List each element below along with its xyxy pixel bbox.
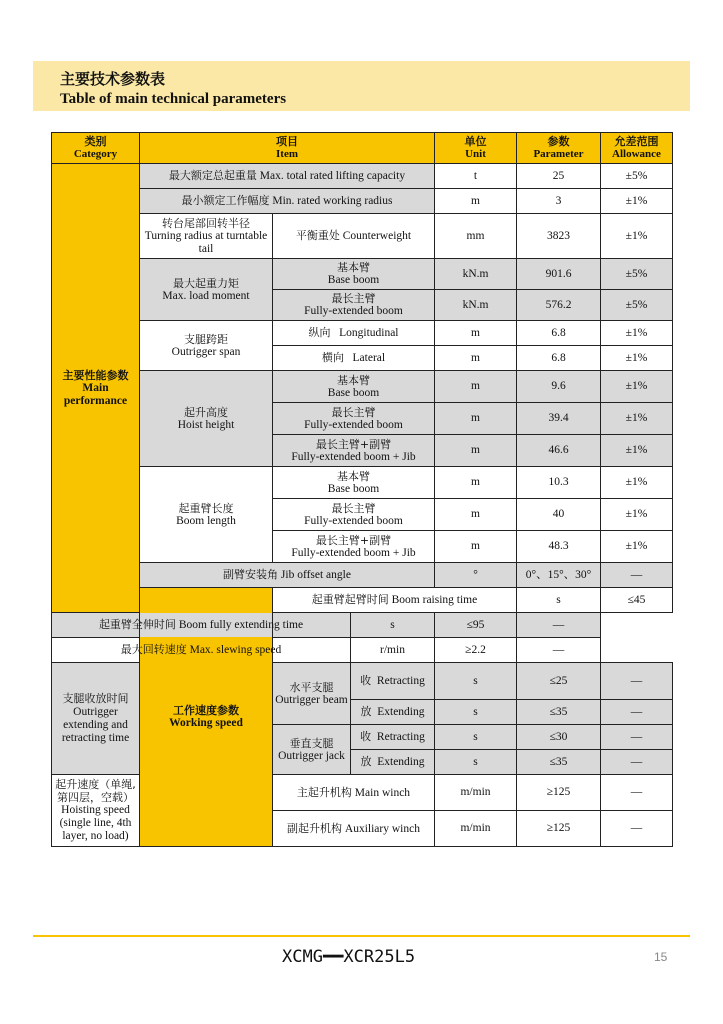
subitem-main-winch: 主起升机构 Main winch <box>273 775 435 811</box>
parameter-cell: ≤25 <box>517 663 601 700</box>
page-number: 15 <box>654 950 668 964</box>
parameter-cell: ≤35 <box>517 750 601 775</box>
parameter-cell: 6.8 <box>517 346 601 371</box>
item-hoisting-speed: 起升速度（单绳,第四层，空载） Hoisting speed (single line, 4th layer, no load) <box>52 775 140 847</box>
unit-cell: m <box>435 346 517 371</box>
item-working-radius: 最小额定工作幅度 Min. rated working radius <box>140 189 435 214</box>
parameter-cell: 901.6 <box>517 259 601 290</box>
op-retracting: 收 Retracting <box>351 663 435 700</box>
allowance-cell: ±5% <box>601 164 673 189</box>
parameter-cell: ≥125 <box>517 811 601 847</box>
allowance-cell: ±5% <box>601 259 673 290</box>
allowance-cell: ±1% <box>601 531 673 563</box>
parameter-cell: 39.4 <box>517 403 601 435</box>
subitem-boom-jib: 最长主臂+副臂 Fully-extended boom + Jib <box>273 531 435 563</box>
unit-cell: s <box>435 725 517 750</box>
item-hoist-height: 起升高度 Hoist height <box>140 371 273 467</box>
table-row <box>52 613 673 638</box>
parameter-cell: 25 <box>517 164 601 189</box>
item-boom-raising-time: 起重臂起臂时间 Boom raising time <box>273 588 517 613</box>
subitem-boom-jib: 最长主臂+副臂 Fully-extended boom + Jib <box>273 435 435 467</box>
item-slewing-speed: 最大回转速度 Max. slewing speed <box>52 638 351 663</box>
unit-cell: ° <box>435 563 517 588</box>
unit-cell: s <box>351 613 435 638</box>
parameter-cell: ≤35 <box>517 700 601 725</box>
table-row <box>52 189 673 214</box>
unit-cell: m <box>435 499 517 531</box>
item-boom-length: 起重臂长度 Boom length <box>140 467 273 563</box>
allowance-cell: — <box>601 811 673 847</box>
category-main-performance: 主要性能参数 Main performance <box>52 164 140 613</box>
allowance-cell: — <box>601 663 673 700</box>
subitem-base-boom: 基本臂 Base boom <box>273 371 435 403</box>
unit-cell: m <box>435 435 517 467</box>
parameter-cell: 576.2 <box>517 290 601 321</box>
header-item: 项目 Item <box>140 133 435 164</box>
unit-cell: s <box>435 700 517 725</box>
subitem-lateral: 横向 Lateral <box>273 346 435 371</box>
subitem-longitudinal: 纵向 Longitudinal <box>273 321 435 346</box>
header-allowance: 允差范围 Allowance <box>601 133 673 164</box>
allowance-cell: — <box>517 613 601 638</box>
page-title-zh: 主要技术参数表 <box>60 70 166 88</box>
table-row <box>52 164 673 189</box>
op-retracting: 收 Retracting <box>351 725 435 750</box>
allowance-cell: ±1% <box>601 499 673 531</box>
subitem-full-boom: 最长主臂 Fully-extended boom <box>273 403 435 435</box>
page-title-en: Table of main technical parameters <box>60 91 287 107</box>
parameter-cell: 3823 <box>517 214 601 259</box>
allowance-cell: ±1% <box>601 435 673 467</box>
table-row <box>52 321 673 346</box>
table-row <box>52 371 673 403</box>
allowance-cell: ±1% <box>601 214 673 259</box>
op-extending: 放 Extending <box>351 750 435 775</box>
op-extending: 放 Extending <box>351 700 435 725</box>
parameter-cell: 3 <box>517 189 601 214</box>
subitem-full-boom: 最长主臂 Fully-extended boom <box>273 290 435 321</box>
parameter-cell: 0°、15°、30° <box>517 563 601 588</box>
parameter-cell: 10.3 <box>517 467 601 499</box>
allowance-cell: — <box>601 563 673 588</box>
parameter-cell: ≥125 <box>517 775 601 811</box>
item-load-moment: 最大起重力矩 Max. load moment <box>140 259 273 321</box>
footer-model: XCMG━━XCR25L5 <box>282 947 416 967</box>
parameter-cell: 46.6 <box>517 435 601 467</box>
category-working-speed: 工作速度参数 Working speed <box>140 588 273 847</box>
subitem-counterweight: 平衡重处 Counterweight <box>273 214 435 259</box>
allowance-cell: ±1% <box>601 346 673 371</box>
unit-cell: m/min <box>435 775 517 811</box>
parameter-cell: ≤95 <box>435 613 517 638</box>
unit-cell: m <box>435 531 517 563</box>
table-header-row <box>52 133 673 164</box>
allowance-cell: — <box>601 750 673 775</box>
parameter-cell: 48.3 <box>517 531 601 563</box>
footer-divider <box>33 935 690 937</box>
unit-cell: kN.m <box>435 290 517 321</box>
unit-cell: m <box>435 371 517 403</box>
header-parameter: 参数 Parameter <box>517 133 601 164</box>
table-row <box>52 563 673 588</box>
item-boom-extending-time: 起重臂全伸时间 Boom fully extending time <box>52 613 351 638</box>
parameters-table <box>51 132 673 847</box>
table-row <box>52 259 673 290</box>
unit-cell: m <box>435 189 517 214</box>
unit-cell: r/min <box>351 638 435 663</box>
allowance-cell: — <box>601 700 673 725</box>
unit-cell: m <box>435 321 517 346</box>
allowance-cell: ±1% <box>601 371 673 403</box>
subitem-outrigger-beam: 水平支腿 Outrigger beam <box>273 663 351 725</box>
item-outrigger-time: 支腿收放时间Outrigger extending and retracting time <box>52 663 140 775</box>
table-row <box>52 588 673 613</box>
parameter-cell: ≤30 <box>517 725 601 750</box>
allowance-cell: ±1% <box>601 189 673 214</box>
unit-cell: s <box>435 750 517 775</box>
parameter-cell: 6.8 <box>517 321 601 346</box>
table-row <box>52 467 673 499</box>
item-turning-radius: 转台尾部回转半径 Turning radius at turntable tail <box>140 214 273 259</box>
parameter-cell: ≤45 <box>601 588 673 613</box>
allowance-cell: ±1% <box>601 321 673 346</box>
table-row <box>52 214 673 259</box>
header-category: 类别 Category <box>52 133 140 164</box>
parameter-cell: 40 <box>517 499 601 531</box>
allowance-cell: — <box>601 725 673 750</box>
unit-cell: m/min <box>435 811 517 847</box>
unit-cell: kN.m <box>435 259 517 290</box>
table-row <box>52 638 673 663</box>
item-lifting-capacity: 最大额定总起重量 Max. total rated lifting capacity <box>140 164 435 189</box>
allowance-cell: ±5% <box>601 290 673 321</box>
unit-cell: s <box>517 588 601 613</box>
header-unit: 单位 Unit <box>435 133 517 164</box>
allowance-cell: ±1% <box>601 467 673 499</box>
unit-cell: m <box>435 467 517 499</box>
allowance-cell: — <box>517 638 601 663</box>
allowance-cell: ±1% <box>601 403 673 435</box>
unit-cell: t <box>435 164 517 189</box>
item-jib-offset-angle: 副臂安装角 Jib offset angle <box>140 563 435 588</box>
subitem-full-boom: 最长主臂 Fully-extended boom <box>273 499 435 531</box>
subitem-aux-winch: 副起升机构 Auxiliary winch <box>273 811 435 847</box>
allowance-cell: — <box>601 775 673 811</box>
subitem-base-boom: 基本臂 Base boom <box>273 259 435 290</box>
subitem-base-boom: 基本臂 Base boom <box>273 467 435 499</box>
parameter-cell: ≥2.2 <box>435 638 517 663</box>
unit-cell: s <box>435 663 517 700</box>
unit-cell: m <box>435 403 517 435</box>
parameter-cell: 9.6 <box>517 371 601 403</box>
item-outrigger-span: 支腿跨距 Outrigger span <box>140 321 273 371</box>
subitem-outrigger-jack: 垂直支腿 Outrigger jack <box>273 725 351 775</box>
unit-cell: mm <box>435 214 517 259</box>
